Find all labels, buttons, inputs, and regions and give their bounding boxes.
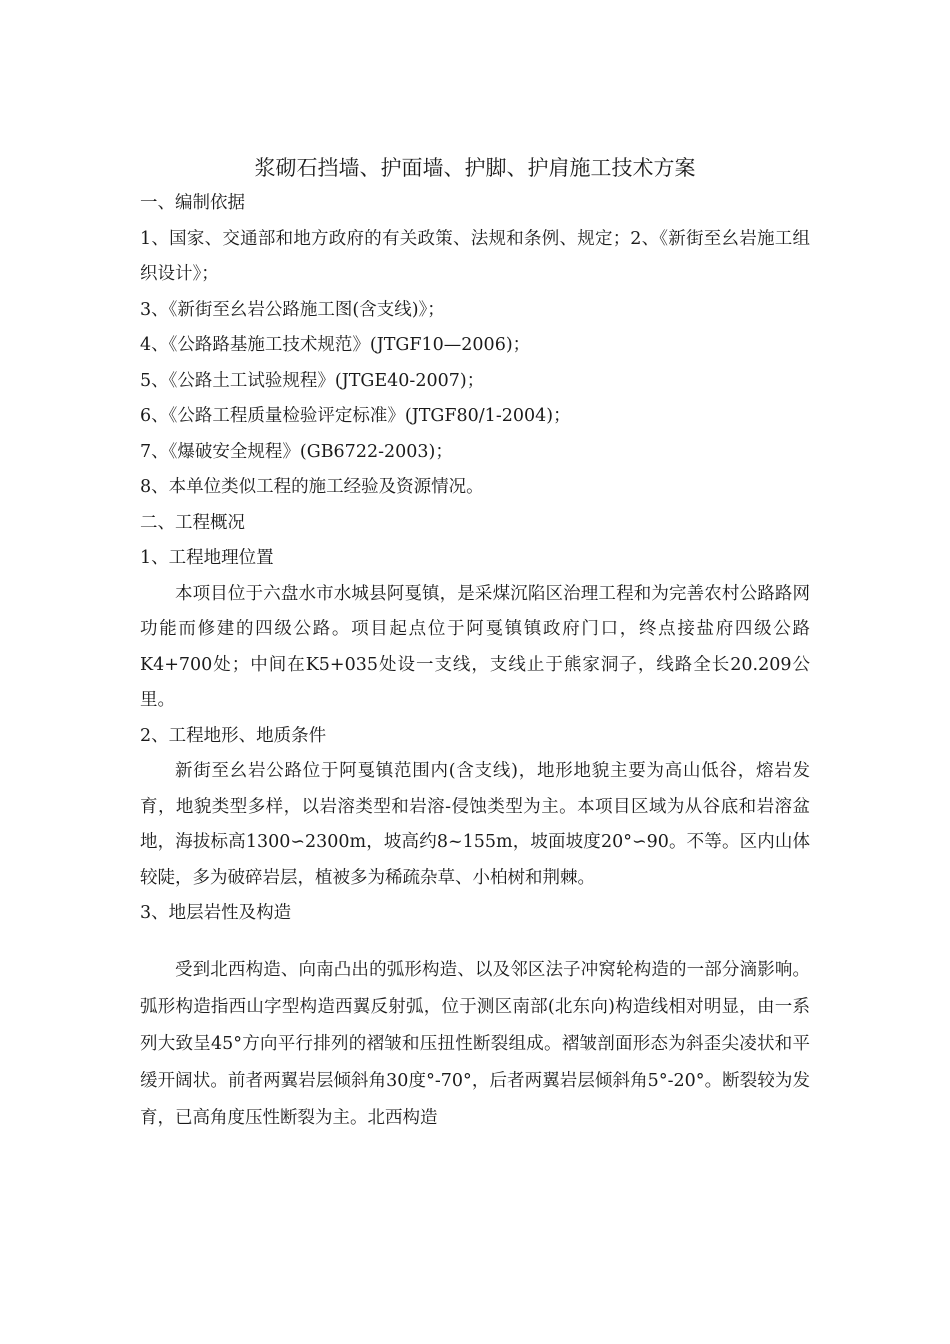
paragraph-strata: 受到北西构造、向南凸出的弧形构造、以及邻区法子冲窝轮构造的一部分滴影响。弧形构造指西山字型构造西翼反射弧，位于测区南部(北东向)构造线相对明显，由一系列大致呈45°方向平行排列的褶皱和压扭性断裂组成。褶皱剖面形态为斜歪尖凌状和平缓开阔状。前者两翼岩层倾斜角30度°-70°，后者两翼岩层倾斜角5°-20°。断裂较为发育，已高角度压性断裂为主。北西构造 [140,959,810,1128]
basis-item-7: 7、《爆破安全规程》(GB6722-2003)； [140,441,453,462]
basis-item-6: 6、《公路工程质量检验评定标准》(JTGF80/1-2004)； [140,406,571,426]
subsection-heading-strata: 3、地层岩性及构造 [140,903,292,923]
document-title: 浆砌石挡墙、护面墙、护脚、护肩施工技术方案 [254,156,696,180]
section-heading-overview: 二、工程概况 [140,512,245,533]
basis-item-4: 4、《公路路基施工技术规范》(JTGF10—2006)； [140,335,531,355]
document-body [140,150,810,1137]
basis-item-1-2: 1、国家、交通部和地方政府的有关政策、法规和条例、规定；2、《新街至幺岩施工组织设计》； [140,228,810,284]
subsection-heading-terrain: 2、工程地形、地质条件 [140,725,327,746]
spacer [140,932,810,952]
basis-item-8: 8、本单位类似工程的施工经验及资源情况。 [140,477,484,497]
basis-item-3: 3、《新街至幺岩公路施工图(含支线)》； [140,299,445,320]
basis-item-5: 5、《公路土工试验规程》(JTGE40-2007)； [140,370,485,391]
section-heading-basis: 一、编制依据 [140,193,245,213]
paragraph-terrain: 新街至幺岩公路位于阿戛镇范围内(含支线)，地形地貌主要为高山低谷，熔岩发育，地貌类型多样，以岩溶类型和岩溶-侵蚀类型为主。本项目区域为从谷底和岩溶盆地，海拔标高1300∽2300m，坡高约8~155m，坡面坡度20°∽90。不等。区内山体较陡，多为破碎岩层，植被多为稀疏杂草、小柏树和荆棘。 [140,761,810,888]
subsection-heading-location: 1、工程地理位置 [140,548,274,568]
paragraph-location: 本项目位于六盘水市水城县阿戛镇，是采煤沉陷区治理工程和为完善农村公路路网功能而修建的四级公路。项目起点位于阿戛镇镇政府门口，终点接盐府四级公路K4+700处；中间在K5+035处设一支线，支线止于熊家洞子，线路全长20.209公里。 [140,583,810,710]
